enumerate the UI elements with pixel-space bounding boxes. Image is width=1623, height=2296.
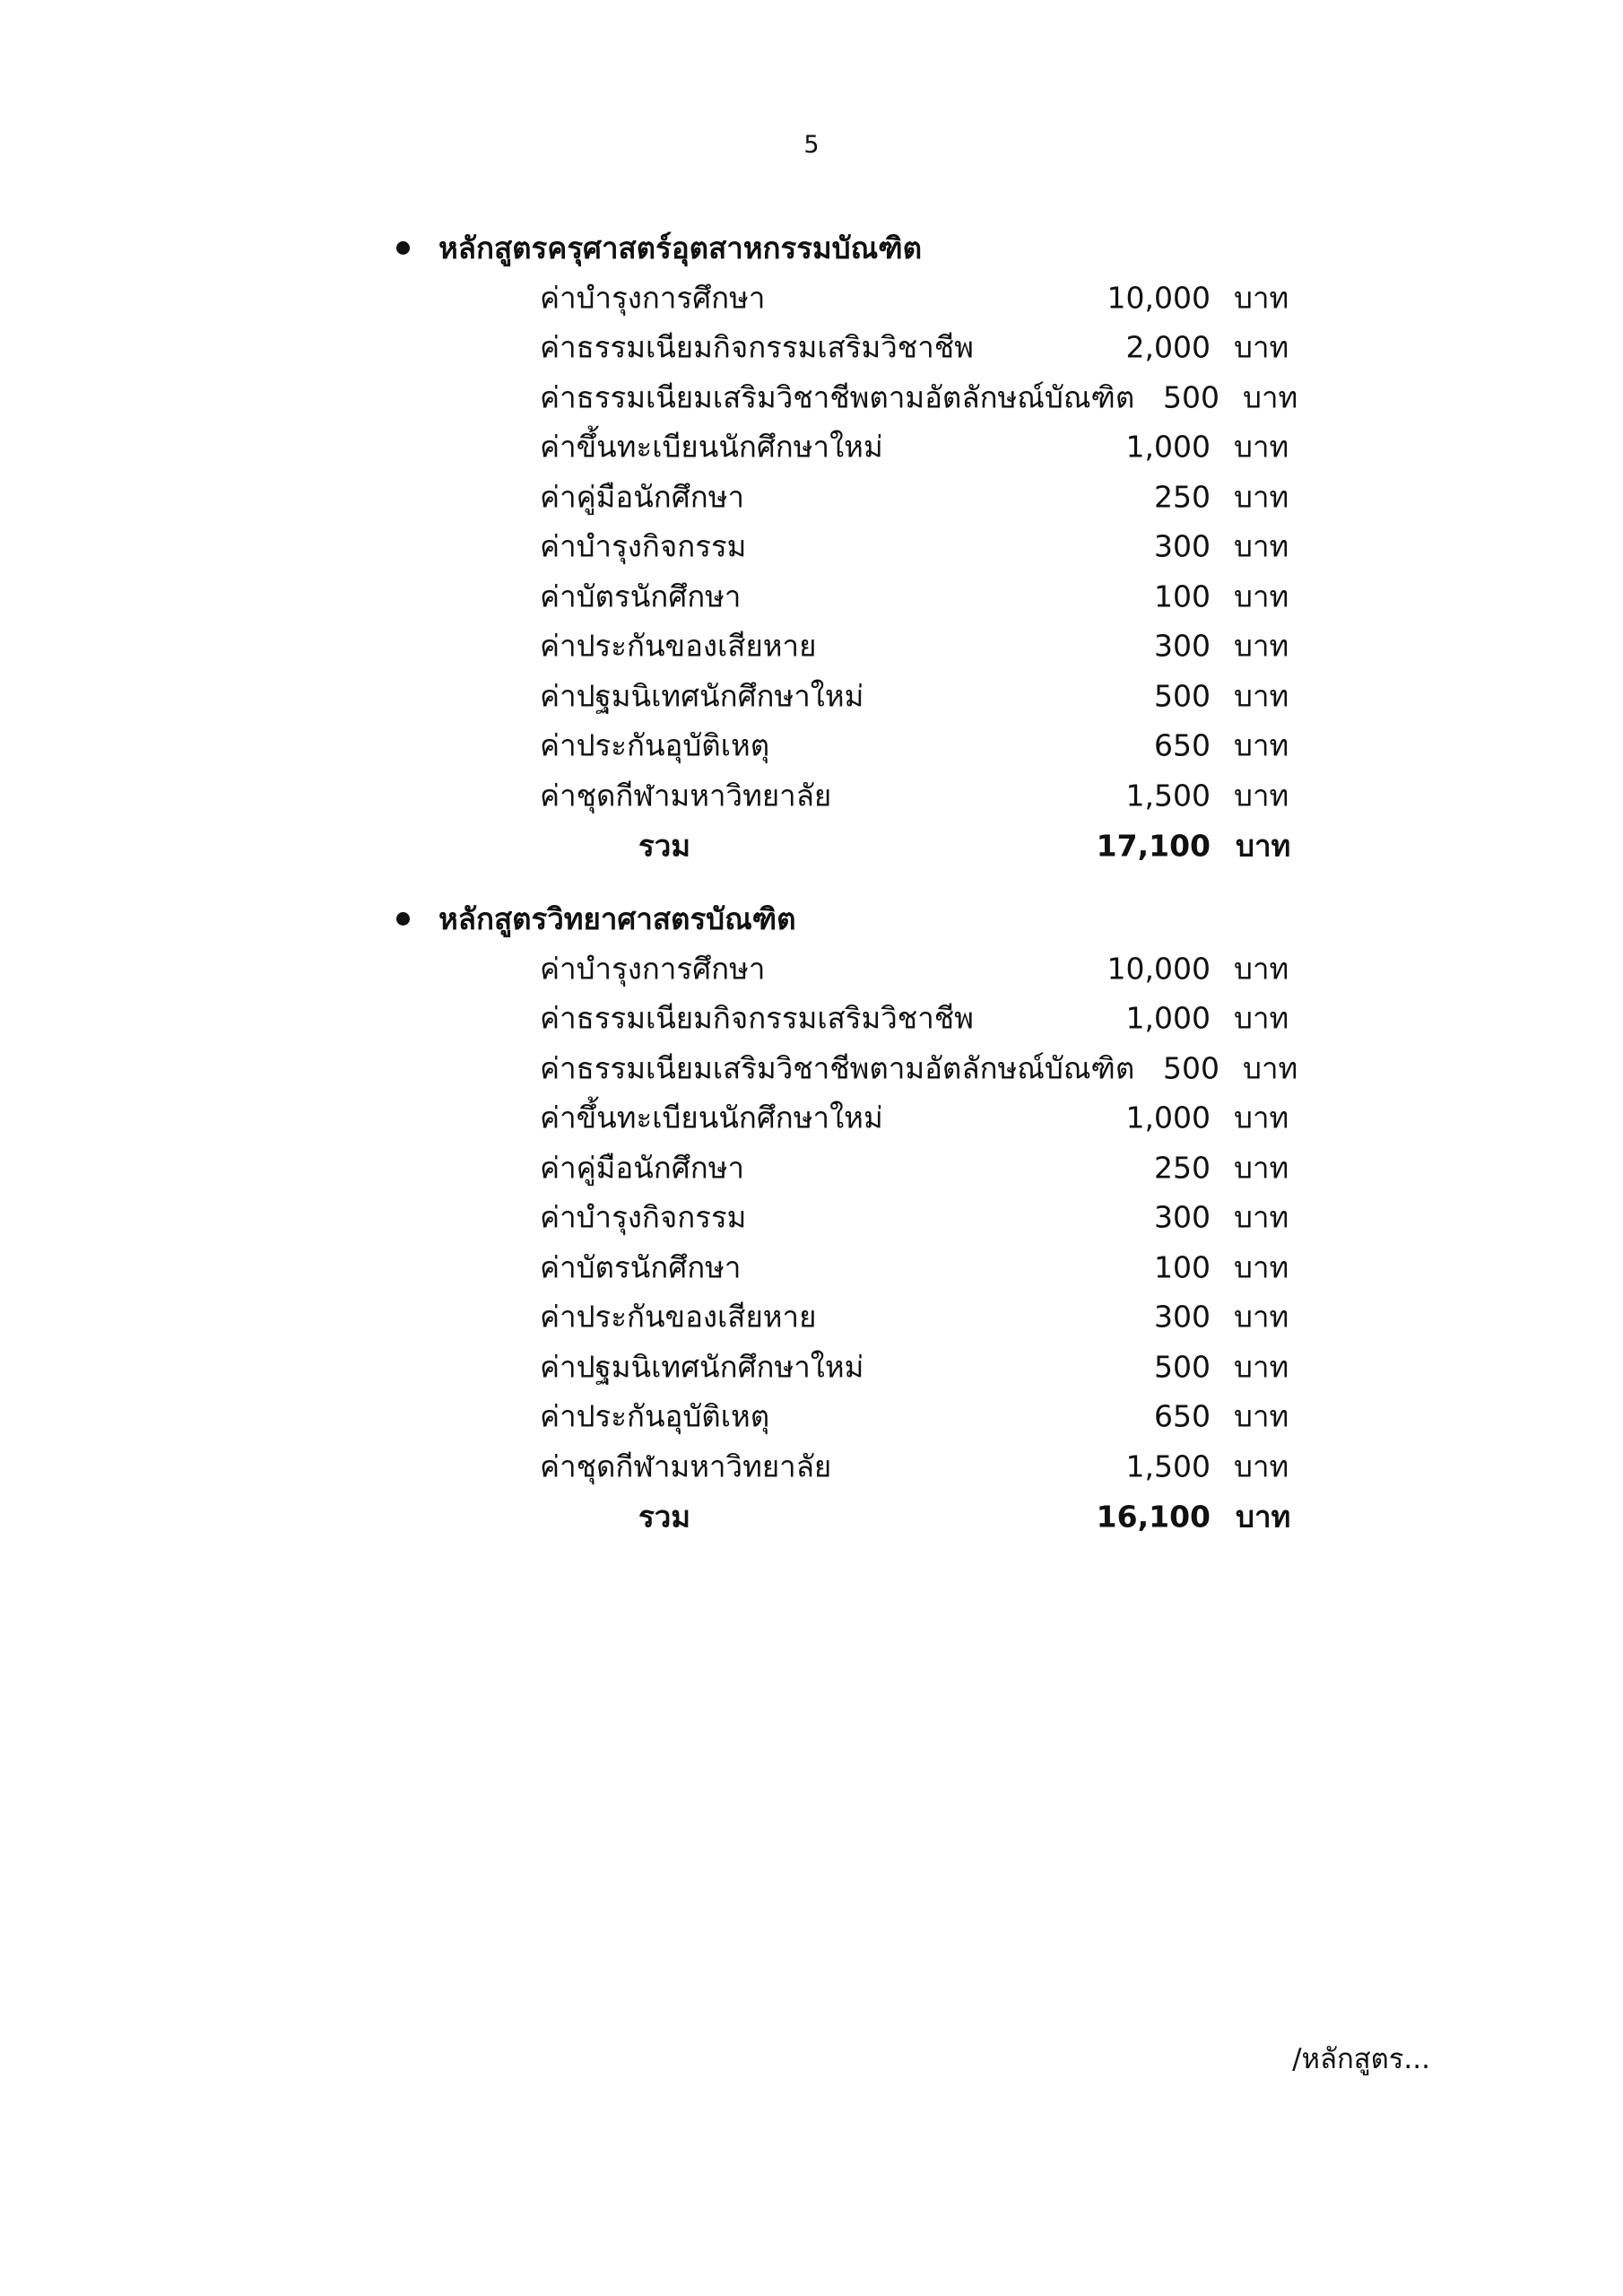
fee-unit: บาท [1234,1199,1289,1235]
fee-amount: 2,000 [1125,329,1211,365]
fee-unit: บาท [1234,1448,1289,1484]
section-heading [395,222,1309,273]
fee-label: ค่าบัตรนักศึกษา [540,578,742,614]
fee-unit: บาท [1234,329,1289,365]
total-amount: 17,100 [1096,828,1211,863]
fee-amount: 650 [1154,727,1211,763]
fee-unit: บาท [1234,1150,1289,1186]
total-label: รวม [638,1499,691,1534]
fee-row [395,1143,1309,1193]
continued-footer: /หลักสูตร... [1292,2043,1430,2075]
fee-row [395,372,1309,422]
fee-unit: บาท [1234,429,1289,465]
fee-unit: บาท [1243,379,1298,415]
section-title: หลักสูตรวิทยาศาสตรบัณฑิต [438,900,796,936]
bullet-icon [396,241,410,255]
fee-unit: บาท [1243,1050,1298,1086]
total-unit: บาท [1236,1499,1291,1534]
page-number: 5 [803,131,820,159]
fee-amount: 650 [1154,1398,1211,1434]
fee-unit: บาท [1234,280,1289,316]
fee-amount: 300 [1154,628,1211,664]
fee-label: ค่าประกันของเสียหาย [540,1299,817,1335]
fee-row [395,622,1309,672]
fee-unit: บาท [1234,1398,1289,1434]
fee-label: ค่าธรรมเนียมเสริมวิชาชีพตามอัตลักษณ์บัณฑิต [540,1050,1135,1086]
fee-amount: 500 [1154,678,1211,714]
fee-amount: 250 [1154,1150,1211,1186]
fee-label: ค่าธรรมเนียมเสริมวิชาชีพตามอัตลักษณ์บัณฑิต [540,379,1135,415]
fee-label: ค่าบำรุงกิจกรรม [540,528,747,564]
bullet-icon [396,912,410,926]
fee-row [395,994,1309,1044]
fee-amount: 500 [1163,379,1219,415]
fee-row [395,1441,1309,1492]
fee-row [395,944,1309,994]
fee-row [395,1392,1309,1442]
fee-row [395,273,1309,323]
total-amount: 16,100 [1096,1499,1211,1534]
fee-amount: 300 [1154,1199,1211,1235]
fee-unit: บาท [1234,628,1289,664]
fee-section-science [395,893,1309,1542]
fee-label: ค่าประกันอุบัติเหตุ [540,1398,770,1434]
fee-row [395,472,1309,522]
fee-unit: บาท [1234,951,1289,987]
fee-row [395,1292,1309,1343]
fee-unit: บาท [1234,727,1289,763]
fee-row [395,571,1309,622]
fee-label: ค่าคู่มือนักศึกษา [540,479,745,515]
fee-row [395,770,1309,821]
fee-row [395,422,1309,473]
fee-row [395,522,1309,572]
fee-unit: บาท [1234,479,1289,515]
fee-amount: 1,500 [1125,1448,1211,1484]
fee-row [395,1342,1309,1392]
fee-amount: 1,000 [1125,1100,1211,1135]
fee-label: ค่าบำรุงการศึกษา [540,951,766,987]
fee-amount: 1,500 [1125,778,1211,813]
fee-label: ค่าขึ้นทะเบียนนักศึกษาใหม่ [540,1100,883,1135]
fee-unit: บาท [1234,678,1289,714]
fee-label: ค่าประกันของเสียหาย [540,628,817,664]
section-heading [395,893,1309,944]
fee-unit: บาท [1234,778,1289,813]
fee-row [395,1093,1309,1144]
fee-row [395,323,1309,373]
fee-list [395,944,1309,1492]
fee-amount: 10,000 [1107,951,1211,987]
fee-amount: 100 [1154,1249,1211,1285]
fee-row [395,1043,1309,1093]
fee-label: ค่าปฐมนิเทศนักศึกษาใหม่ [540,678,864,714]
total-unit: บาท [1236,828,1291,863]
fee-label: ค่าคู่มือนักศึกษา [540,1150,745,1186]
fee-amount: 1,000 [1125,429,1211,465]
total-row [395,1492,1309,1542]
fee-label: ค่าธรรมเนียมกิจกรรมเสริมวิชาชีพ [540,329,974,365]
fee-amount: 250 [1154,479,1211,515]
fee-row [395,671,1309,721]
fee-label: ค่าบำรุงกิจกรรม [540,1199,747,1235]
fee-row [395,1242,1309,1292]
fee-label: ค่าชุดกีฬามหาวิทยาลัย [540,1448,832,1484]
fee-label: ค่าบำรุงการศึกษา [540,280,766,316]
fee-label: ค่าประกันอุบัติเหตุ [540,727,770,763]
total-row [395,821,1309,871]
fee-list [395,273,1309,821]
fee-label: ค่าขึ้นทะเบียนนักศึกษาใหม่ [540,429,883,465]
fee-amount: 1,000 [1125,1000,1211,1036]
fee-amount: 100 [1154,578,1211,614]
fee-unit: บาท [1234,1249,1289,1285]
fee-amount: 300 [1154,528,1211,564]
fee-unit: บาท [1234,1000,1289,1036]
fee-row [395,1193,1309,1243]
fee-label: ค่าบัตรนักศึกษา [540,1249,742,1285]
fee-label: ค่าปฐมนิเทศนักศึกษาใหม่ [540,1349,864,1385]
fee-row [395,721,1309,771]
fee-amount: 10,000 [1107,280,1211,316]
fee-amount: 300 [1154,1299,1211,1335]
fee-unit: บาท [1234,1100,1289,1135]
fee-unit: บาท [1234,1299,1289,1335]
fee-label: ค่าชุดกีฬามหาวิทยาลัย [540,778,832,813]
total-label: รวม [638,828,691,863]
fee-unit: บาท [1234,578,1289,614]
fee-section-industrial-education [395,222,1309,871]
section-title: หลักสูตรครุศาสตร์อุตสาหกรรมบัณฑิต [438,230,923,265]
fee-label: ค่าธรรมเนียมกิจกรรมเสริมวิชาชีพ [540,1000,974,1036]
fee-amount: 500 [1154,1349,1211,1385]
fee-unit: บาท [1234,1349,1289,1385]
fee-amount: 500 [1163,1050,1219,1086]
fee-unit: บาท [1234,528,1289,564]
